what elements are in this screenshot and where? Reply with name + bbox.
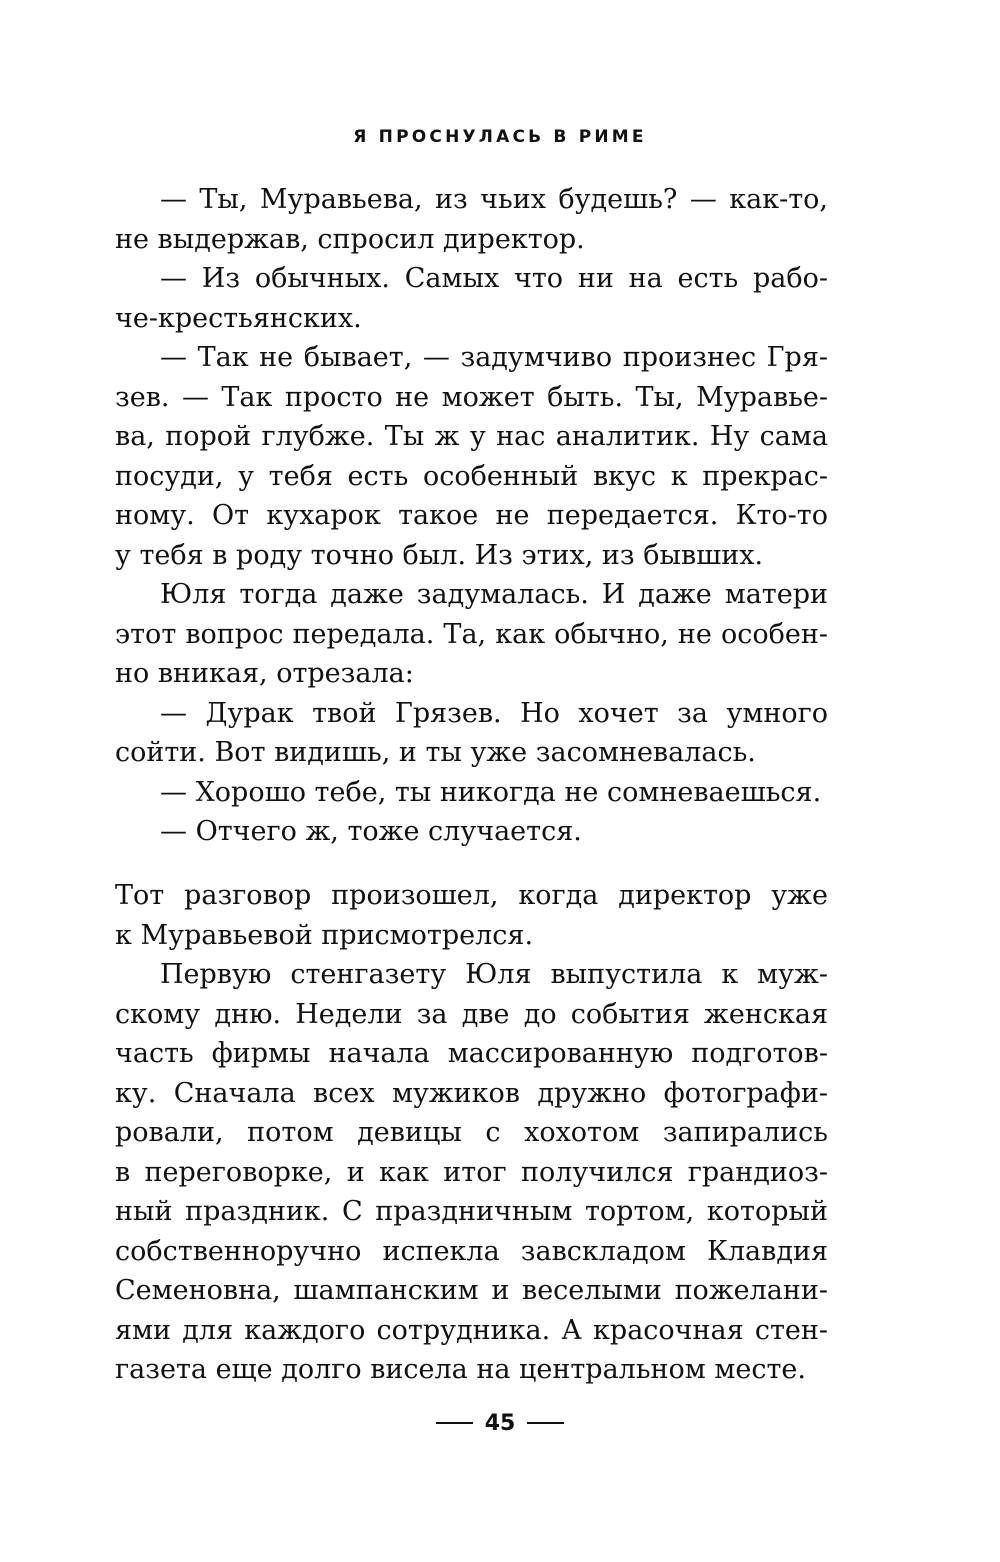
text-line: Тот разговор произошел, когда директор уже [115, 880, 828, 911]
text-line: — Ты, Муравьева, из чьих будешь? — как-то, [160, 184, 828, 215]
text-block-dialogue [115, 180, 828, 852]
running-title: Я ПРОСНУЛАСЬ В РИМЕ [353, 127, 647, 147]
text-block-narrative [115, 876, 828, 1390]
text-line: часть фирмы начала массированную подготов- [115, 1038, 828, 1069]
text-line: не выдержав, спросил директор. [115, 223, 585, 255]
text-line: ями для каждого сотрудника. А красочная стен- [115, 1314, 828, 1346]
text-line: к Муравьевой присмотрелся. [115, 919, 534, 951]
text-line: скому дню. Недели за две до события женская [115, 998, 828, 1030]
text-line: — Отчего ж, тоже случается. [160, 816, 582, 847]
text-line: сойти. Вот видишь, и ты уже засомневалась. [115, 737, 756, 768]
text-line: газета еще долго висела на центральном месте. [115, 1354, 806, 1385]
text-line: ный праздник. С праздничным тортом, который [115, 1196, 828, 1227]
text-line: ку. Сначала всех мужиков дружно фотографи- [115, 1077, 828, 1109]
text-line: но вникая, отрезала: [115, 658, 414, 689]
text-line: Юля тогда даже задумалась. И даже матери [160, 579, 828, 610]
text-line: собственноручно испекла завскладом Клавдия [115, 1235, 828, 1267]
folio-rule-left [436, 1422, 473, 1424]
text-line: этот вопрос передала. Та, как обычно, не особен- [115, 618, 828, 650]
page-number [0, 1405, 1000, 1441]
folio-rule-right [527, 1422, 564, 1424]
text-line: — Из обычных. Самых что ни на есть рабо- [160, 263, 828, 294]
text-line: — Хорошо тебе, ты никогда не сомневаешься. [160, 776, 822, 808]
text-line: у тебя в роду точно был. Из этих, из бывших. [115, 539, 764, 571]
text-line: зев. — Так просто не может быть. Ты, Муравье- [115, 381, 828, 413]
text-line: Первую стенгазету Юля выпустила к муж- [160, 959, 828, 990]
text-line: — Так не бывает, — задумчиво произнес Гря- [160, 342, 828, 373]
text-line: че-крестьянских. [115, 302, 362, 334]
text-line: ному. От кухарок такое не передается. Кто-то [115, 500, 828, 531]
text-line: посуди, у тебя есть особенный вкус к прекрас- [115, 460, 828, 492]
text-line: ва, порой глубже. Ты ж у нас аналитик. Ну сама [115, 421, 828, 452]
text-line: ровали, потом девицы с хохотом запирались [115, 1117, 828, 1148]
page-number-value: 45 [484, 1410, 516, 1436]
text-line: в переговорке, и как итог получился грандиоз- [115, 1156, 828, 1188]
text-line: Семеновна, шампанским и веселыми пожелани- [115, 1275, 828, 1306]
text-line: — Дурак твой Грязев. Но хочет за умного [160, 697, 828, 729]
